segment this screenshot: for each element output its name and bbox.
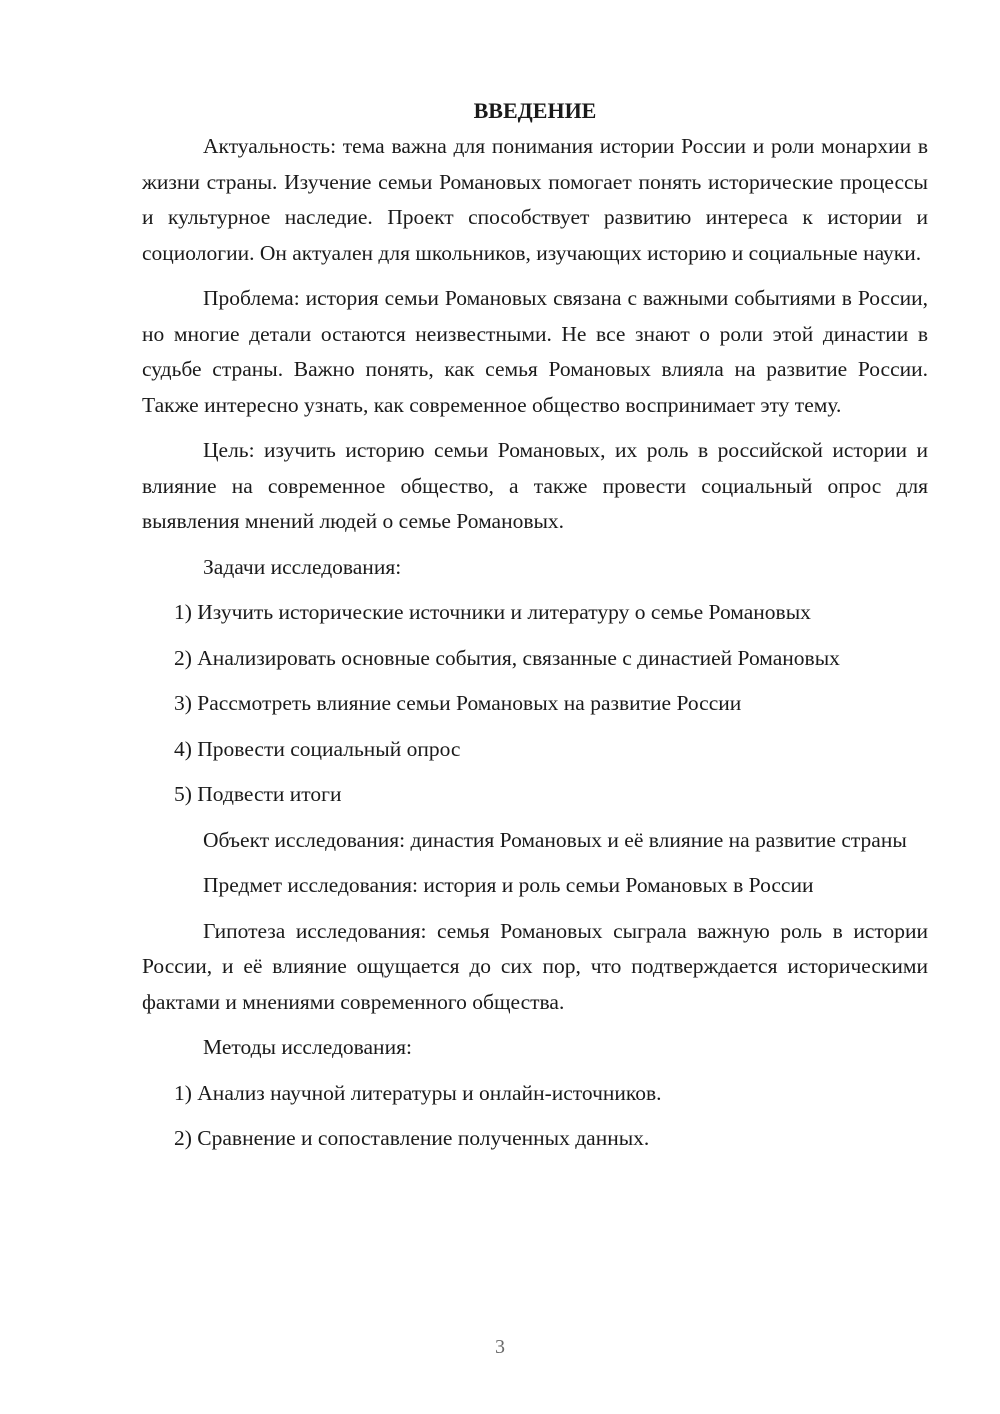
task-item: 2) Анализировать основные события, связанные с династией Романовых [174, 645, 840, 670]
goal-paragraph: Цель: изучить историю семьи Романовых, их роль в российской истории и влияние на современное общество, а также провести социальный опрос для выявления мнений людей о семье Романовых. [142, 438, 928, 533]
object-paragraph: Объект исследования: династия Романовых и её влияние на развитие страны [203, 827, 907, 852]
task-item: 1) Изучить исторические источники и литературу о семье Романовых [174, 600, 811, 624]
task-item: 5) Подвести итоги [174, 782, 342, 806]
document-page [142, 94, 928, 1167]
section-title: ВВЕДЕНИЕ [473, 98, 597, 123]
task-item: 4) Провести социальный опрос [174, 736, 461, 761]
hypothesis-paragraph: Гипотеза исследования: семья Романовых сыграла важную роль в истории России, и её влияние ощущается до сих пор, что подтверждается историческими фактами и мнениями современного общества. [142, 918, 928, 1014]
relevance-paragraph: Актуальность: тема важна для понимания истории России и роли монархии в жизни страны. Изучение семьи Романовых помогает понять исторические процессы и культурное наследие. Проект способствует развитию интереса к истории и социологии. Он актуален для школьников, изучающих историю и социальные науки. [142, 134, 928, 265]
problem-paragraph: Проблема: история семьи Романовых связана с важными событиями в России, но многие детали остаются неизвестными. Не все знают о роли этой династии в судьбе страны. Важно понять, как семья Романовых влияла на развитие России. Также интересно узнать, как современное общество воспринимает эту тему. [142, 286, 928, 417]
method-item: 1) Анализ научной литературы и онлайн-источников. [174, 1080, 662, 1105]
task-item: 3) Рассмотреть влияние семьи Романовых на развитие России [174, 691, 742, 715]
tasks-label: Задачи исследования: [203, 554, 402, 579]
page-number: 3 [495, 1336, 505, 1358]
method-item: 2) Сравнение и сопоставление полученных данных. [174, 1126, 650, 1150]
subject-paragraph: Предмет исследования: история и роль семьи Романовых в России [203, 873, 814, 897]
methods-label: Методы исследования: [203, 1035, 412, 1059]
